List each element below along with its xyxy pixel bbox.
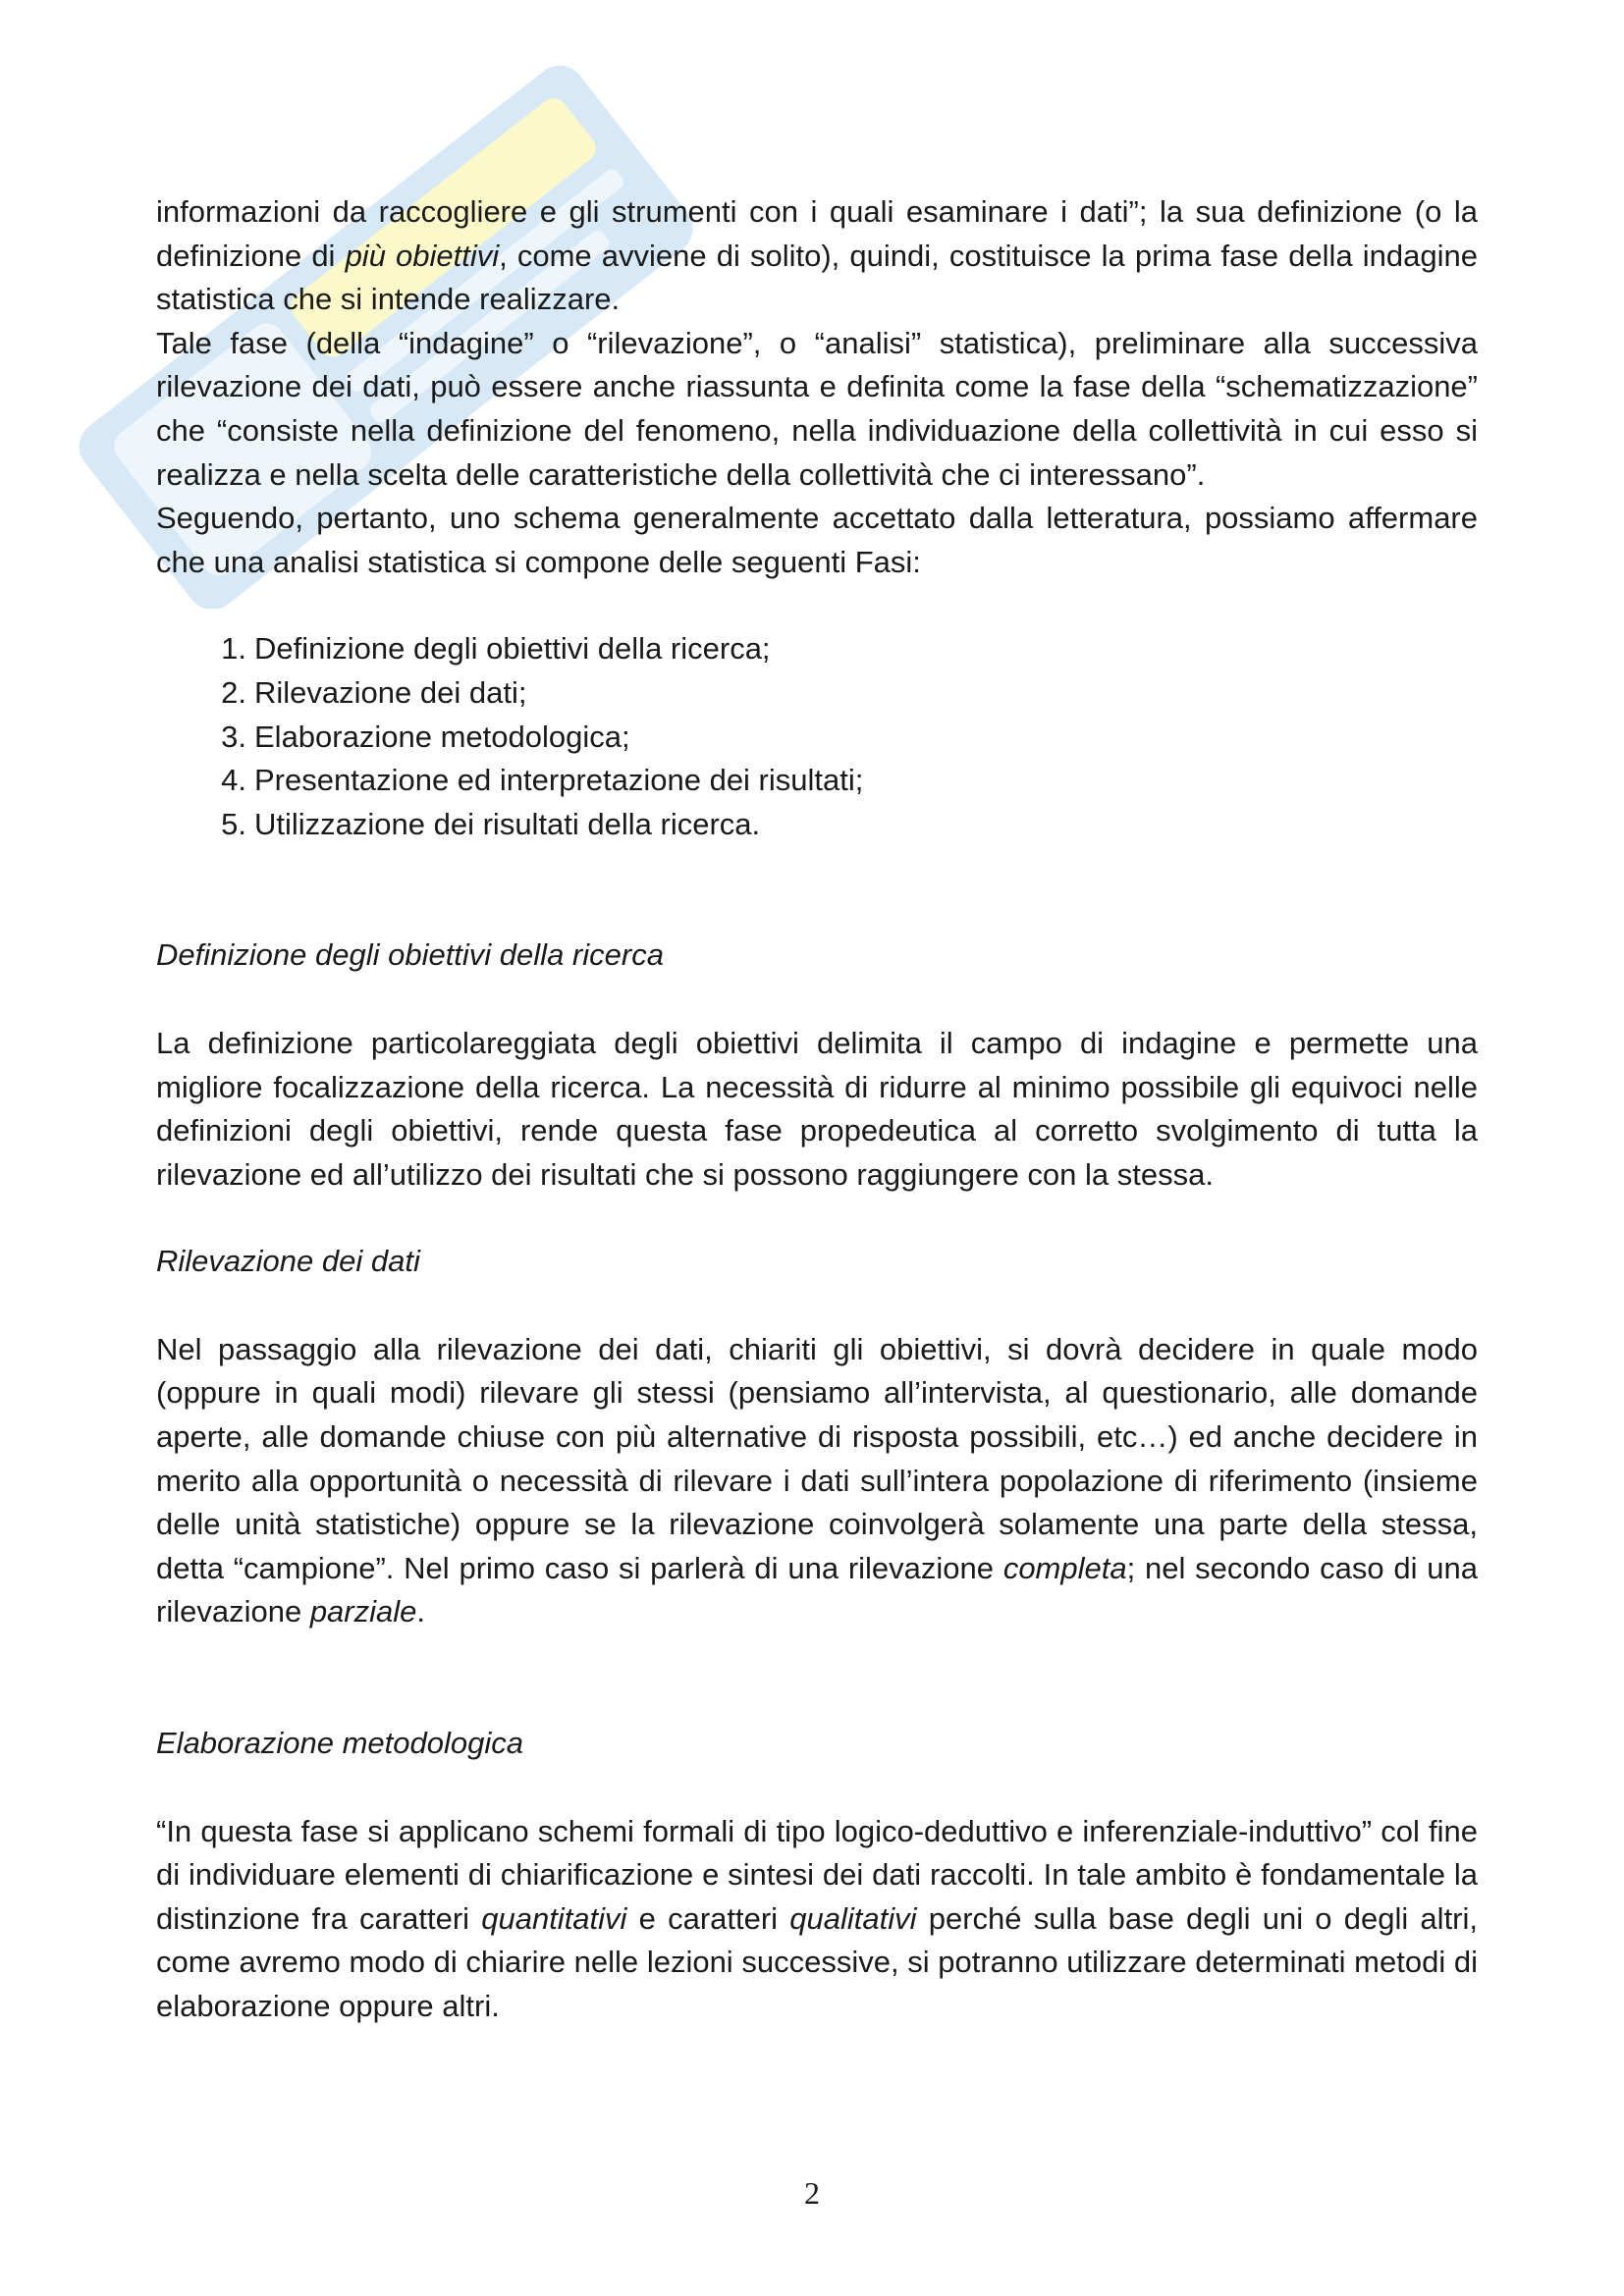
list-item: 3. Elaborazione metodologica;	[221, 719, 630, 754]
list-item: 4. Presentazione ed interpretazione dei risultati;	[221, 763, 864, 798]
section-body-obiettivi: La definizione particolareggiata degli obiettivi delimita il campo di indagine e permette una migliore focalizzazione della ricerca. La necessità di ridurre al minimo possibile gli equivoci nelle definizioni degli obiettivi, rende questa fase propedeutica al corretto svolgimento di tutta la rilevazione ed all’utilizzo dei risultati che si possono raggiungere con la stessa.	[156, 1025, 1478, 1192]
section-body-elaborazione: “In questa fase si applicano schemi formali di tipo logico-deduttivo e inferenziale-induttivo” col fine di individuare elementi di chiarificazione e sintesi dei dati raccolti. In tale ambito è fondamentale la distinzione fra caratteri quantitativi e caratteri qualitativi perché sulla base degli uni o degli altri, come avremo modo di chiarire nelle lezioni successive, si potranno utilizzare determinati metodi di elaborazione oppure altri.	[156, 1813, 1479, 2023]
section-body-rilevazione: Nel passaggio alla rilevazione dei dati, chiariti gli obiettivi, si dovrà decidere in quale modo (oppure in quali modi) rilevare gli stessi (pensiamo all’intervista, al questionario, alle domande aperte, alle domande chiuse con più alternative di risposta possibili, etc…) ed anche decidere in merito alla opportunità o necessità di rilevare i dati sull’intera popolazione di riferimento (insieme delle unità statistiche) oppure se la rilevazione coinvolgerà solamente una parte della stessa, detta “campione”. Nel primo caso si parlerà di una rilevazione completa; nel secondo caso di una rilevazione parziale.	[156, 1331, 1478, 1629]
phases-list	[156, 627, 1478, 846]
intro-paragraph-1: informazioni da raccogliere e gli strumenti con i quali esaminare i dati”; la sua definizione (o la definizione di più obiettivi, come avviene di solito), quindi, costituisce la prima fase della indagine statistica che si intende realizzare.	[156, 194, 1479, 317]
intro-paragraph-2: Tale fase (della “indagine” o “rilevazione”, o “analisi” statistica), preliminare alla successiva rilevazione dei dati, può essere anche riassunta e definita come la fase della “schematizzazione” che “consiste nella definizione del fenomeno, nella individuazione della collettività in cui esso si realizza e nella scelta delle caratteristiche della collettività che ci interessano”.	[156, 325, 1478, 492]
section-heading-rilevazione: Rilevazione dei dati	[156, 1244, 420, 1279]
list-item: 2. Rilevazione dei dati;	[221, 674, 527, 710]
list-item: 5. Utilizzazione dei risultati della ricerca.	[221, 806, 761, 841]
list-item: 1. Definizione degli obiettivi della ricerca;	[221, 631, 771, 667]
document-body	[156, 190, 1478, 2029]
page-number: 2	[804, 2175, 820, 2211]
section-heading-obiettivi: Definizione degli obiettivi della ricerca	[156, 937, 664, 973]
section-heading-elaborazione: Elaborazione metodologica	[156, 1726, 523, 1761]
intro-paragraph-3: Seguendo, pertanto, uno schema generalmente accettato dalla letteratura, possiamo affermare che una analisi statistica si compone delle seguenti Fasi:	[156, 501, 1478, 579]
